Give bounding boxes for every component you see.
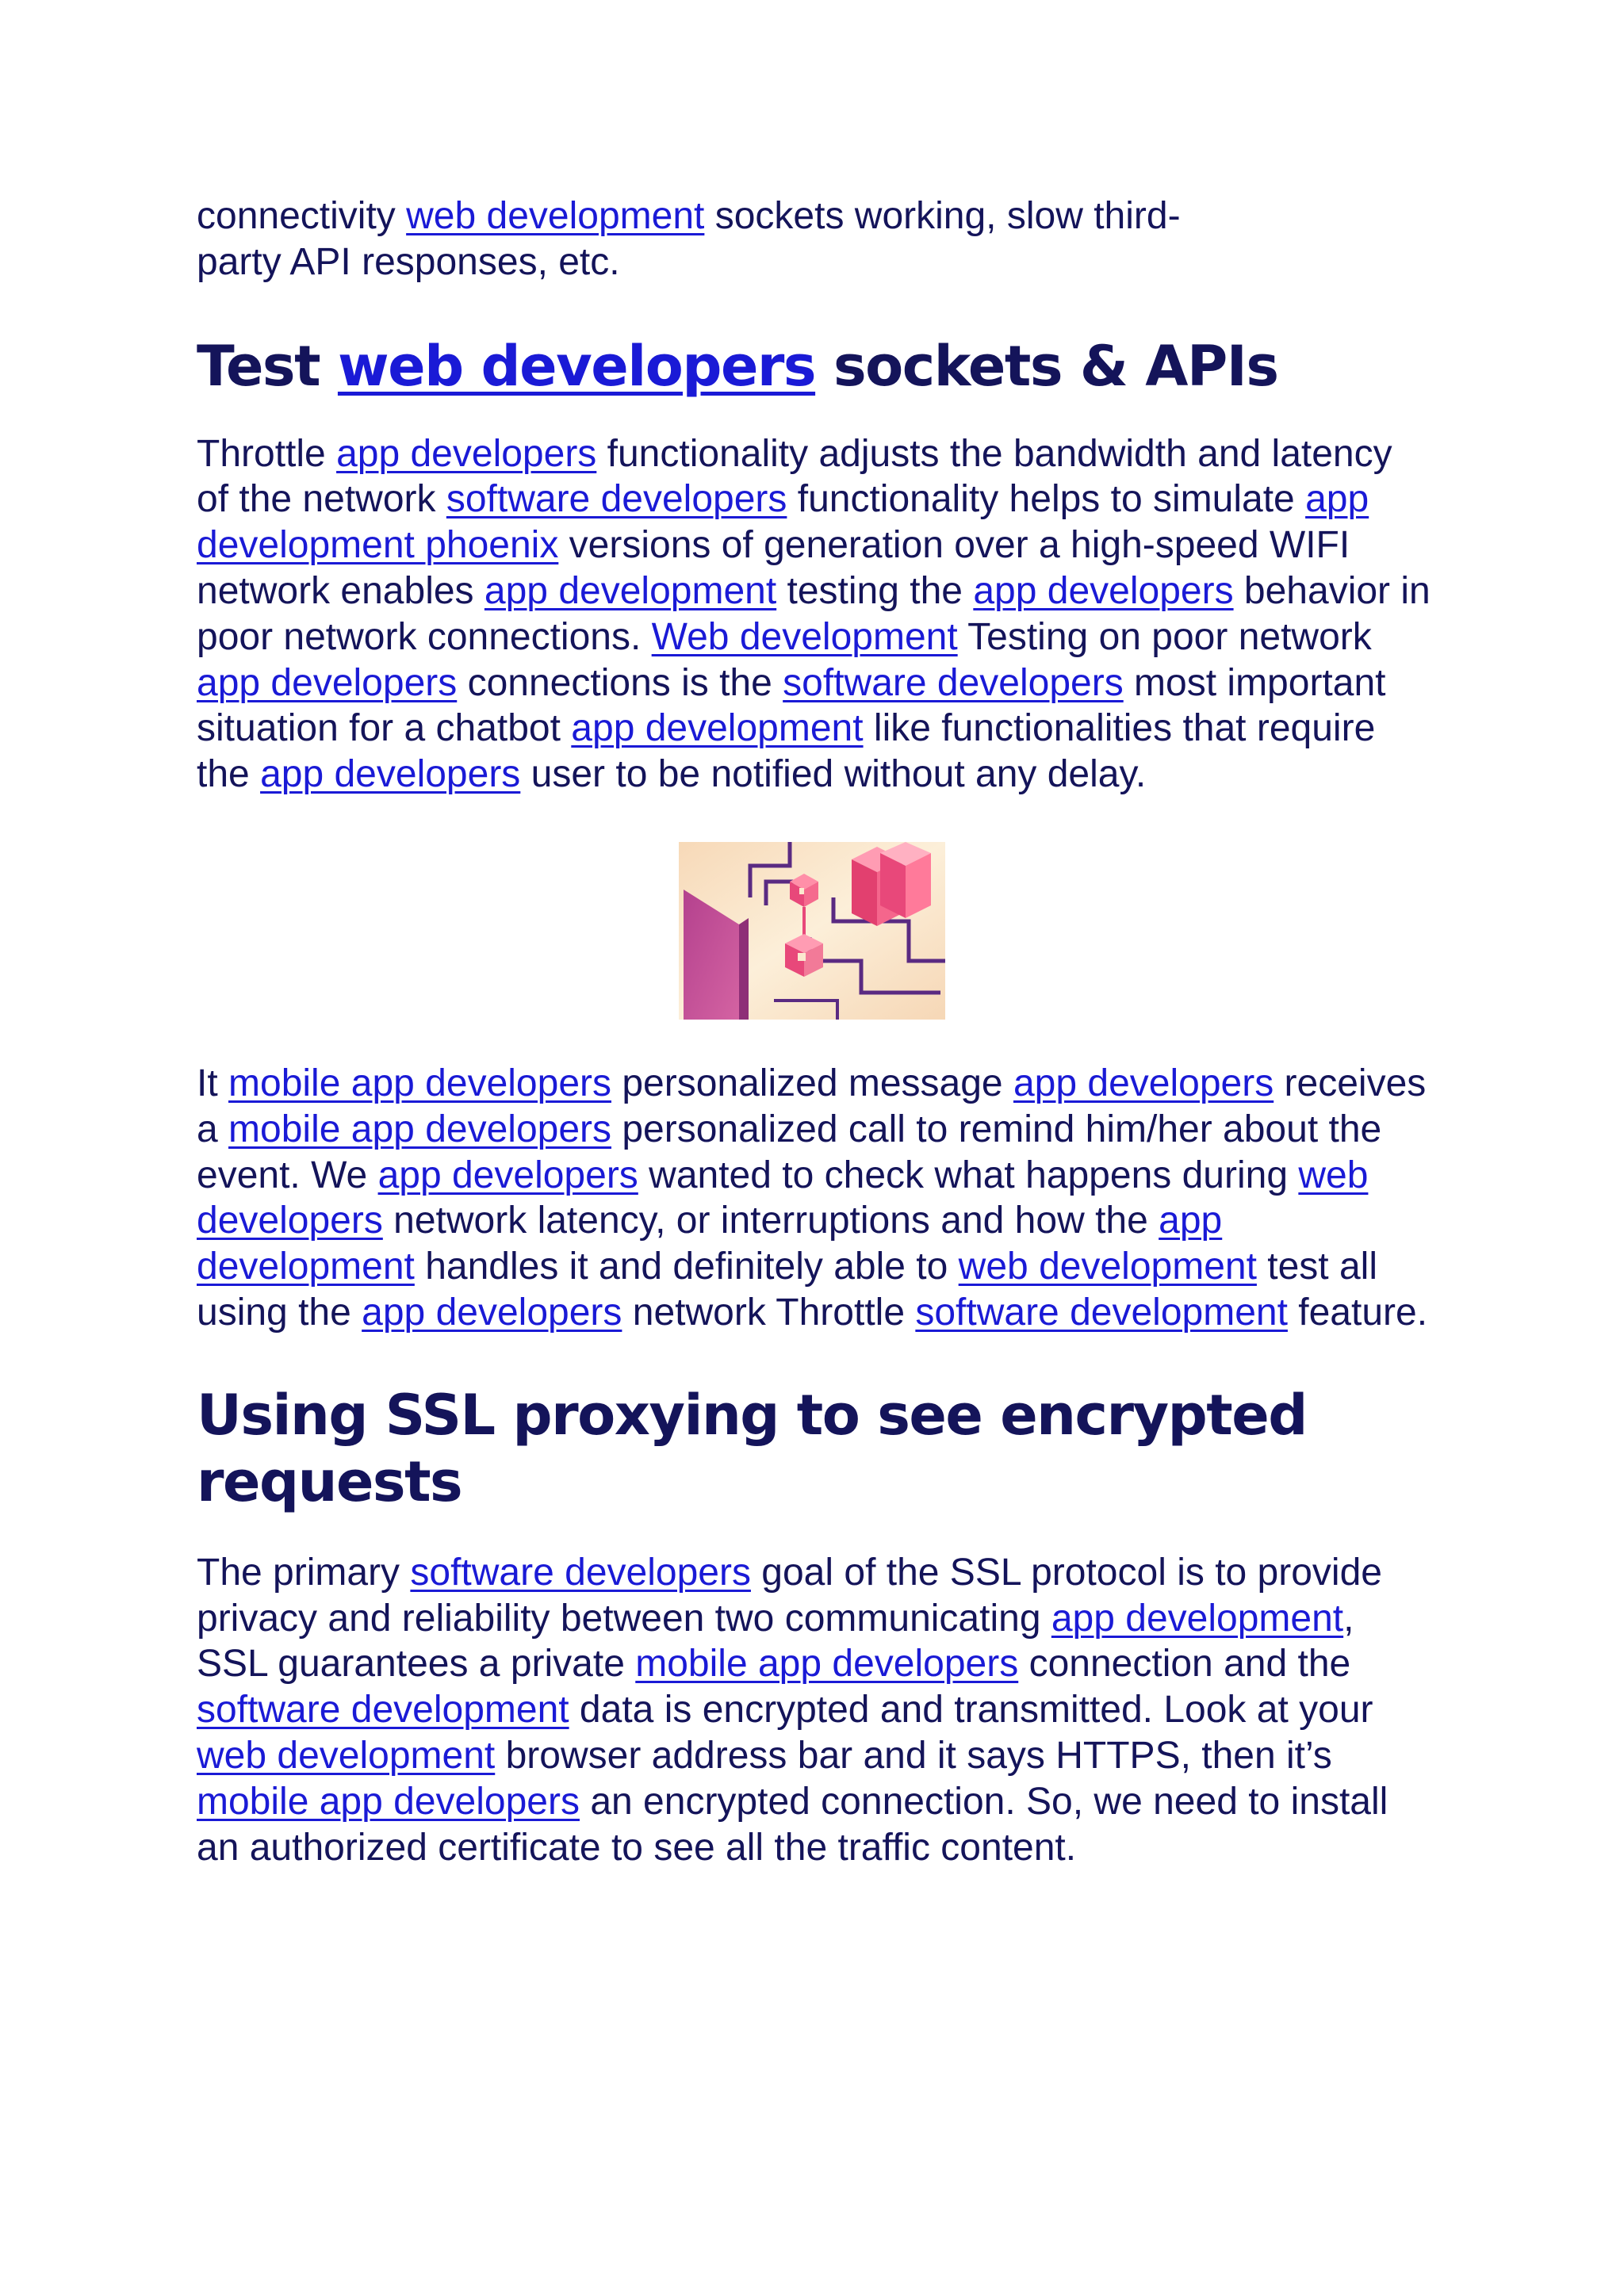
inline-link-app-developers[interactable]: app developers bbox=[260, 753, 521, 796]
heading-ssl-proxying: Using SSL proxying to see encrypted requests bbox=[197, 1382, 1307, 1514]
inline-link-app-development[interactable]: app development bbox=[1051, 1597, 1344, 1640]
inline-link-software-developers[interactable]: software developers bbox=[410, 1551, 751, 1594]
inline-link-software-developers[interactable]: software developers bbox=[783, 661, 1124, 704]
throttle-paragraph: Throttle app developers functionality adjusts the bandwidth and latency of the network software developers functionality helps to simulate app development phoenix versions of generation over a high-speed WIFI network enables app development testing the app developers behavior in poor network connections. Web development Testing on poor network app developers connections is the software developers most important situation for a chatbot app development like functionalities that require the app developers user to be notified without any delay. bbox=[197, 432, 1431, 796]
inline-link-app-developers[interactable]: app developers bbox=[362, 1291, 622, 1334]
ssl-paragraph: The primary software developers goal of the SSL protocol is to provide privacy and reliability between two communicating app development, SSL guarantees a private mobile app developers connection and the software development data is encrypted and transmitted. Look at your web development browser address bar and it says HTTPS, then it’s mobile app developers an encrypted connection. So, we need to install an authorized certificate to see all the traffic content. bbox=[197, 1551, 1388, 1869]
inline-link-app-developers[interactable]: app developers bbox=[973, 569, 1234, 612]
heading-test-sockets-apis bbox=[197, 333, 1434, 400]
inline-link-mobile-app-developers[interactable]: mobile app developers bbox=[228, 1108, 612, 1150]
illustration-svg bbox=[679, 842, 945, 1020]
inline-link-mobile-app-developers[interactable]: mobile app developers bbox=[635, 1643, 1019, 1686]
inline-link-web-development[interactable]: web development bbox=[958, 1246, 1257, 1288]
document-content bbox=[197, 193, 1434, 1870]
inline-link-web-developers[interactable]: web developers bbox=[197, 1154, 1369, 1242]
inline-link-software-developers[interactable]: software developers bbox=[446, 478, 787, 521]
heading-web-developers-link[interactable]: web developers bbox=[337, 333, 816, 399]
inline-link-app-developers[interactable]: app developers bbox=[377, 1154, 638, 1196]
inline-link-app-development-phoenix[interactable]: app development phoenix bbox=[197, 478, 1369, 567]
inline-link-app-developers[interactable]: app developers bbox=[336, 432, 597, 475]
inline-link-app-developers[interactable]: app developers bbox=[197, 661, 458, 704]
mobile-paragraph: It mobile app developers personalized message app developers receives a mobile app developers personalized call to remind him/her about the event. We app developers wanted to check what happens during web developers network latency, or interruptions and how the app development handles it and definitely able to web development test all using the app developers network Throttle software development feature. bbox=[197, 1062, 1428, 1334]
inline-link-software-development[interactable]: software development bbox=[197, 1689, 569, 1732]
network-blocks-illustration bbox=[679, 842, 945, 1020]
inline-link-mobile-app-developers[interactable]: mobile app developers bbox=[228, 1062, 611, 1104]
inline-link-software-development[interactable]: software development bbox=[915, 1291, 1288, 1334]
inline-link-app-development[interactable]: app development bbox=[197, 1200, 1223, 1288]
inline-link-web-development[interactable]: web development bbox=[197, 1734, 496, 1777]
heading-suffix: sockets & APIs bbox=[815, 333, 1278, 399]
intro-paragraph: connectivity web development sockets working, slow third-party API responses, etc. bbox=[197, 195, 1181, 283]
inline-link-web-development[interactable]: web development bbox=[406, 195, 705, 237]
heading-prefix: Test bbox=[197, 333, 338, 399]
inline-link-app-development[interactable]: app development bbox=[484, 569, 777, 612]
inline-link-web-development[interactable]: Web development bbox=[651, 615, 958, 658]
inline-link-app-developers[interactable]: app developers bbox=[1013, 1062, 1274, 1104]
inline-link-mobile-app-developers[interactable]: mobile app developers bbox=[197, 1780, 580, 1823]
inline-link-app-development[interactable]: app development bbox=[571, 707, 864, 750]
